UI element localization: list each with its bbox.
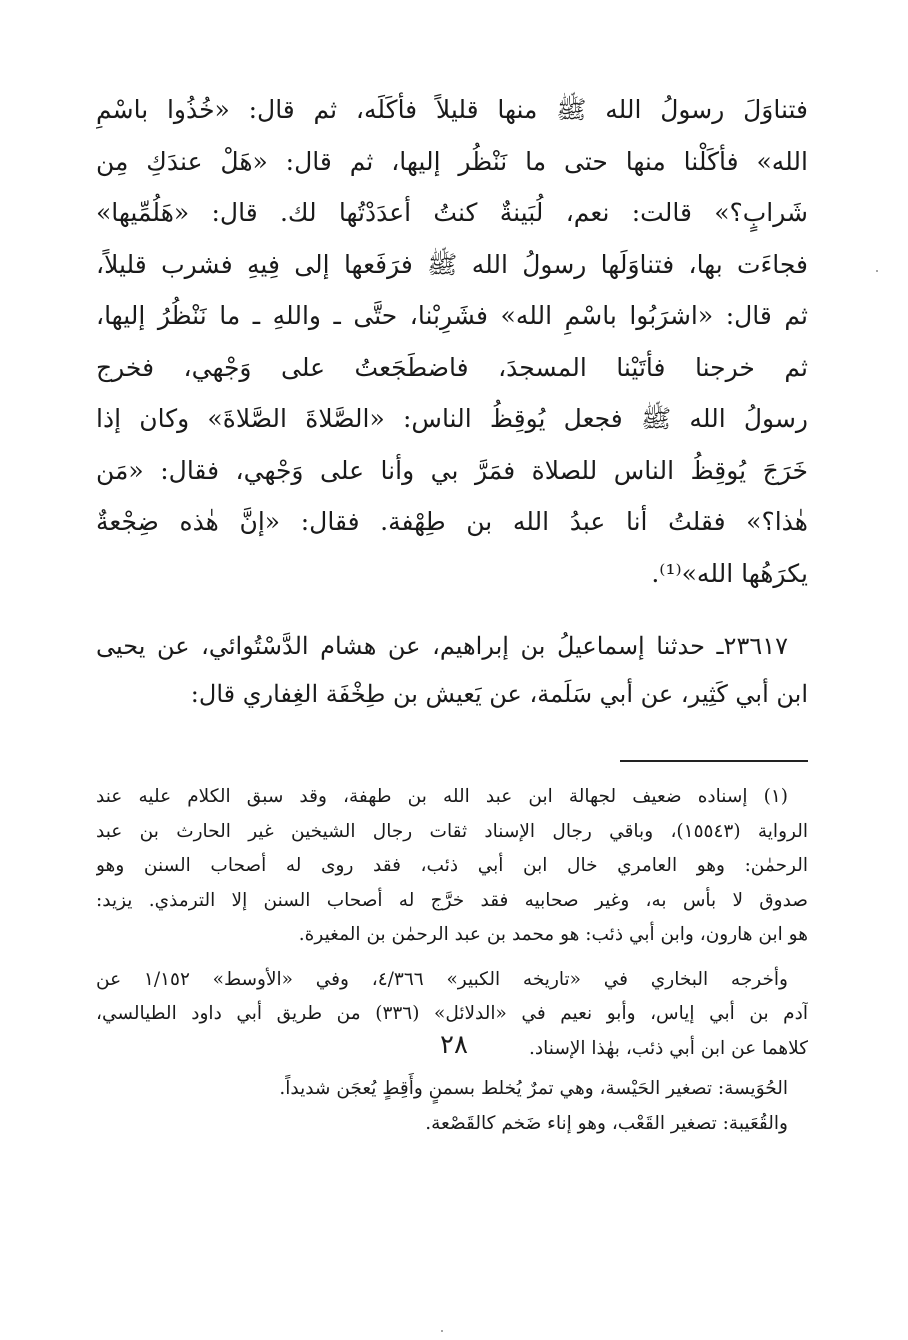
text-line: شَرابٍ؟» قالت: نعم، لُبَينةٌ كنتُ أعدَدْتُها لك. قال: «هَلُمِّيها»: [96, 198, 808, 227]
text-line: خَرَجَ يُوقِظُ الناس للصلاة فمَرَّ بي وأنا على وَجْهي، فقال: «مَن: [96, 455, 808, 485]
footnote-line: كلاهما عن ابن أبي ذئب، بهٰذا الإسناد.: [529, 1037, 808, 1059]
text-line: فتناوَلَ رسولُ الله ﷺ منها قليلاً فأكَلَه، ثم قال: «خُذُوا باسْمِ: [96, 95, 808, 124]
footnote-line: آدم بن أبي إياس، وأبو نعيم في «الدلائل» (٣٣٦) من طريق أبي داود الطيالسي،: [96, 1003, 808, 1024]
footnote-line: هو ابن هارون، وابن أبي ذئب: هو محمد بن عبد الرحمٰن بن المغيرة.: [298, 924, 808, 945]
main-text-body: [96, 84, 808, 599]
text-line: الله» فأكَلْنا منها حتى ما نَنْظُر إليها، ثم قال: «هَلْ عندَكِ مِن: [96, 146, 808, 176]
page-number: ٢٨: [440, 1030, 468, 1060]
footnote-line: (١) إسناده ضعيف لجهالة ابن عبد الله بن طهفة، وقد سبق الكلام عليه عند: [96, 786, 788, 807]
text-line: هٰذا؟» فقلتُ أنا عبدُ الله بن طِهْفة. فقال: «إنَّ هٰذه ضِجْعةٌ: [96, 507, 808, 536]
hadith-line: ابن أبي كَثِير، عن أبي سَلَمة، عن يَعيش بن طِخْفَة الغِفاري قال:: [190, 680, 808, 708]
gloss-line: الحُوَيسة: تصغير الحَيْسة، وهي تمرٌ يُخلط بسمنٍ وأَقِطٍ يُعجَن شديداً.: [279, 1078, 788, 1099]
footnote-line: صدوق لا بأس به، وغير صحابيه فقد خرَّج له أصحاب السنن إلا الترمذي. يزيد:: [96, 889, 808, 911]
hadith-isnad: [96, 622, 808, 718]
text-line: ثم قال: «اشرَبُوا باسْمِ الله» فشَرِبْنا، حتَّى ـ واللهِ ـ ما نَنْظُرُ إليها،: [96, 301, 808, 330]
footnote-separator: [620, 760, 808, 762]
footnote-line: وأخرجه البخاري في «تاريخه الكبير» ٤/٣٦٦، وفي «الأوسط» ١/١٥٢ عن: [96, 968, 788, 990]
hadith-line: ٢٣٦١٧ـ حدثنا إسماعيلُ بن إبراهيم، عن هشام الدَّسْتُوائي، عن يحيى: [96, 632, 788, 660]
text-line: فجاءَت بها، فتناوَلَها رسولُ الله ﷺ فرَفَعها إلى فِيهِ فشرب قليلاً،: [96, 249, 808, 279]
text-line: ثم خرجنا فأتَيْنا المسجدَ، فاضطَجَعتُ على وَجْهي، فخرج: [96, 352, 808, 382]
scan-speck: [441, 1330, 443, 1332]
text-line: يكرَهُها الله»⁽¹⁾.: [651, 558, 808, 588]
footnote-line: الرواية (١٥٥٤٣)، وباقي رجال الإسناد ثقات رجال الشيخين غير الحارث بن عبد: [96, 820, 808, 842]
gloss-line: والقُعَيبة: تصغير القَعْب، وهو إناء ضَخم كالقَصْعة.: [425, 1112, 788, 1134]
footnotes: [96, 780, 808, 1141]
scan-speck: [876, 270, 878, 272]
footnote-line: الرحمٰن: وهو العامري خال ابن أبي ذئب، فقد روى له أصحاب السنن وهو: [96, 855, 808, 876]
text-line: رسولُ الله ﷺ فجعل يُوقِظُ الناس: «الصَّلاةَ الصَّلاةَ» وكان إذا: [96, 404, 808, 433]
